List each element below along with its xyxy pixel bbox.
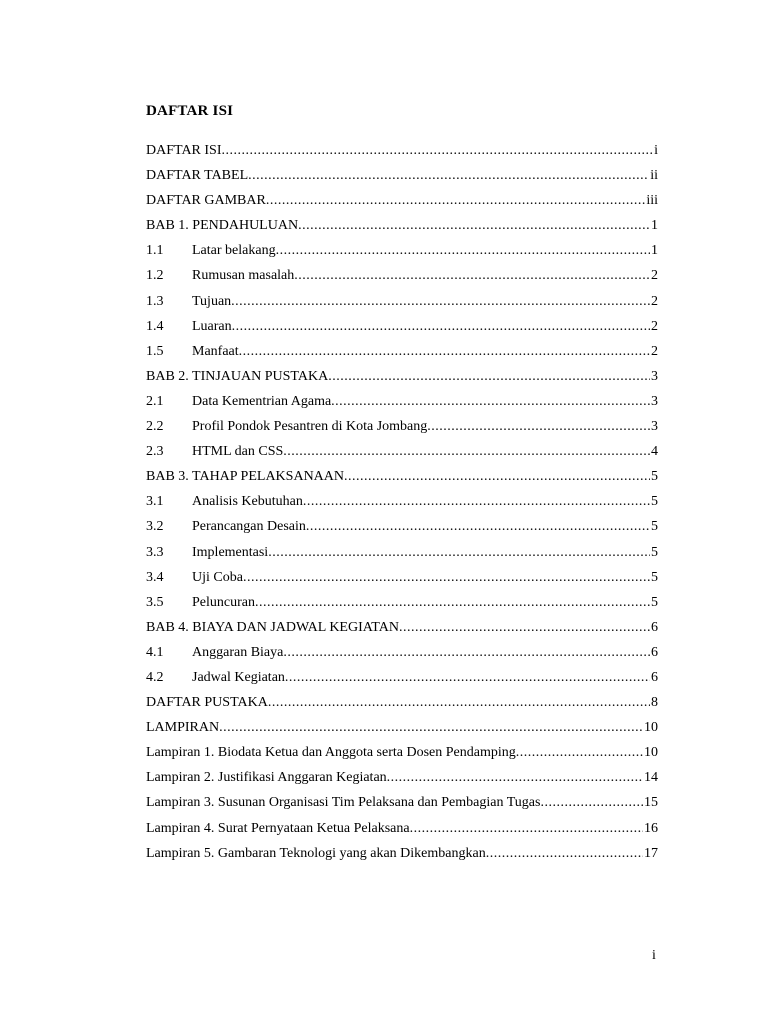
toc-entry[interactable] <box>146 568 658 593</box>
toc-entry-label: Jadwal Kegiatan <box>192 669 285 685</box>
toc-entry-number: 3.4 <box>146 569 164 585</box>
toc-entry-label: LAMPIRAN <box>146 720 220 736</box>
toc-entry-label: DAFTAR ISI <box>146 143 222 158</box>
toc-dot-leader <box>298 216 650 236</box>
toc-dot-leader <box>268 543 650 563</box>
toc-entry-page: 8 <box>651 695 658 711</box>
toc-dot-leader <box>276 241 650 261</box>
toc-dot-leader <box>399 618 650 638</box>
toc-dot-leader <box>516 743 643 763</box>
toc-entry-label: Manfaat <box>192 343 239 359</box>
toc-entry-label: Anggaran Biaya <box>192 644 284 660</box>
toc-dot-leader <box>243 568 650 588</box>
toc-dot-leader <box>268 693 650 713</box>
toc-entry-number: 1.2 <box>146 268 164 284</box>
toc-dot-leader <box>306 517 650 537</box>
toc-dot-leader <box>387 768 643 788</box>
toc-entry-label: Uji Coba <box>192 569 243 585</box>
toc-entry-page: 6 <box>651 619 658 635</box>
toc-entry-page: 16 <box>644 820 658 836</box>
toc-entry[interactable] <box>146 492 658 517</box>
toc-entry-number: 1.1 <box>146 243 164 259</box>
toc-entry-number: 3.5 <box>146 594 164 610</box>
toc-dot-leader <box>255 593 650 613</box>
toc-entry-page: 2 <box>651 343 658 359</box>
toc-entry-number: 2.1 <box>146 393 164 409</box>
toc-entry-label: BAB 4. BIAYA DAN JADWAL KEGIATAN <box>146 619 399 635</box>
toc-entry-label: DAFTAR TABEL <box>146 168 249 184</box>
toc-entry-label: Tujuan <box>192 293 232 309</box>
toc-dot-leader <box>427 417 650 437</box>
toc-dot-leader <box>248 166 649 186</box>
toc-dot-leader <box>331 392 650 412</box>
toc-dot-leader <box>486 844 643 864</box>
toc-entry[interactable] <box>146 819 658 844</box>
toc-entry-page: 5 <box>651 544 658 560</box>
toc-entry-label: BAB 3. TAHAP PELAKSANAAN <box>146 469 345 485</box>
toc-entry-page: 1 <box>651 218 658 234</box>
toc-entry-number: 3.2 <box>146 519 164 535</box>
toc-entry-label: Luaran <box>192 318 232 334</box>
page-number: i <box>652 948 656 963</box>
toc-dot-leader <box>283 643 650 663</box>
toc-entry-label: BAB 1. PENDAHULUAN <box>146 218 299 234</box>
toc-entry-label: BAB 2. TINJAUAN PUSTAKA <box>146 368 329 384</box>
toc-dot-leader <box>294 266 650 286</box>
toc-entry-page: 10 <box>644 745 658 761</box>
toc-entry[interactable] <box>146 241 658 266</box>
toc-entry[interactable] <box>146 543 658 568</box>
toc-entry[interactable] <box>146 668 658 693</box>
toc-entry-label: Data Kementrian Agama <box>192 393 332 409</box>
toc-entry[interactable] <box>146 517 658 542</box>
toc-entry[interactable] <box>146 593 658 618</box>
toc-entry-label: Lampiran 4. Surat Pernyataan Ketua Pelaksana <box>146 820 410 836</box>
toc-dot-leader <box>219 718 643 738</box>
toc-entry-page: 10 <box>644 720 658 736</box>
toc-entry[interactable] <box>146 693 658 718</box>
toc-dot-leader <box>303 492 650 512</box>
toc-entry-label: Lampiran 2. Justifikasi Anggaran Kegiatan <box>146 770 387 786</box>
toc-entry-page: 2 <box>651 293 658 309</box>
toc-entry-label: DAFTAR PUSTAKA <box>146 695 268 711</box>
toc-entry-page: 1 <box>651 243 658 259</box>
toc-entry-label: Peluncuran <box>192 594 255 610</box>
toc-entry-label: DAFTAR GAMBAR <box>146 193 266 209</box>
toc-entry[interactable] <box>146 292 658 317</box>
toc-entry-page: 5 <box>651 469 658 485</box>
toc-entry-label: Profil Pondok Pesantren di Kota Jombang <box>192 419 428 435</box>
toc-entry-label: HTML dan CSS <box>192 444 284 460</box>
toc-entry[interactable] <box>146 618 658 643</box>
toc-entry-page: 5 <box>651 594 658 610</box>
toc-entry-page: 3 <box>651 393 658 409</box>
toc-entry[interactable] <box>146 367 658 392</box>
toc-entry-number: 3.3 <box>146 544 164 560</box>
toc-entry[interactable] <box>146 442 658 467</box>
toc-entry[interactable] <box>146 392 658 417</box>
toc-entry-page: 3 <box>651 419 658 435</box>
toc-entry-page: 17 <box>644 845 658 861</box>
toc-entry-label: Analisis Kebutuhan <box>192 494 303 510</box>
toc-entry-page: 2 <box>651 268 658 284</box>
toc-entry-page: 5 <box>651 494 658 510</box>
toc-entry-number: 2.3 <box>146 444 164 460</box>
toc-entry[interactable] <box>146 141 658 166</box>
toc-entry-page: 4 <box>651 444 658 460</box>
toc-entry[interactable] <box>146 768 658 793</box>
toc-entry[interactable] <box>146 743 658 768</box>
toc-entry-page: iii <box>646 193 658 209</box>
toc-entry-page: 5 <box>651 569 658 585</box>
toc-entry-label: Lampiran 1. Biodata Ketua dan Anggota serta Dosen Pendamping <box>146 745 516 761</box>
table-of-contents <box>146 141 658 869</box>
toc-entry-label: Lampiran 3. Susunan Organisasi Tim Pelaksana dan Pembagian Tugas <box>146 795 541 811</box>
toc-entry[interactable] <box>146 191 658 216</box>
toc-entry-number: 1.3 <box>146 293 164 309</box>
toc-entry[interactable] <box>146 342 658 367</box>
toc-dot-leader <box>232 317 650 337</box>
page-title: DAFTAR ISI <box>146 103 234 119</box>
toc-entry-page: 6 <box>651 669 658 685</box>
toc-dot-leader <box>540 793 643 813</box>
toc-entry-page: 15 <box>644 795 658 811</box>
toc-dot-leader <box>344 467 650 487</box>
toc-entry[interactable] <box>146 216 658 241</box>
toc-entry[interactable] <box>146 317 658 342</box>
toc-entry-label: Implementasi <box>192 544 269 560</box>
toc-dot-leader <box>285 668 650 688</box>
toc-dot-leader <box>231 292 650 312</box>
toc-entry-page: 3 <box>651 368 658 384</box>
toc-dot-leader <box>266 191 645 211</box>
toc-entry-number: 4.2 <box>146 669 164 685</box>
toc-entry[interactable] <box>146 844 658 869</box>
toc-entry[interactable] <box>146 643 658 668</box>
toc-entry-page: 2 <box>651 318 658 334</box>
toc-entry[interactable] <box>146 467 658 492</box>
toc-entry-page: 5 <box>651 519 658 535</box>
toc-entry-label: Perancangan Desain <box>192 519 306 535</box>
toc-entry[interactable] <box>146 793 658 818</box>
toc-entry[interactable] <box>146 718 658 743</box>
toc-dot-leader <box>283 442 650 462</box>
toc-entry-label: Latar belakang <box>192 243 276 259</box>
toc-entry-page: ii <box>650 168 658 184</box>
toc-entry-page: 14 <box>644 770 658 786</box>
toc-dot-leader <box>328 367 650 387</box>
toc-entry-label: Rumusan masalah <box>192 268 295 284</box>
toc-entry-page: i <box>654 143 658 158</box>
toc-entry-label: Lampiran 5. Gambaran Teknologi yang akan Dikembangkan <box>146 845 486 861</box>
toc-entry[interactable] <box>146 266 658 291</box>
toc-entry-number: 1.4 <box>146 318 164 334</box>
toc-entry-page: 6 <box>651 644 658 660</box>
toc-entry[interactable] <box>146 166 658 191</box>
toc-entry[interactable] <box>146 417 658 442</box>
toc-dot-leader <box>239 342 650 362</box>
toc-entry-number: 4.1 <box>146 644 164 660</box>
toc-entry-number: 3.1 <box>146 494 164 510</box>
toc-entry-number: 1.5 <box>146 343 164 359</box>
toc-dot-leader <box>410 819 643 839</box>
toc-dot-leader <box>222 141 654 161</box>
toc-entry-number: 2.2 <box>146 419 164 435</box>
